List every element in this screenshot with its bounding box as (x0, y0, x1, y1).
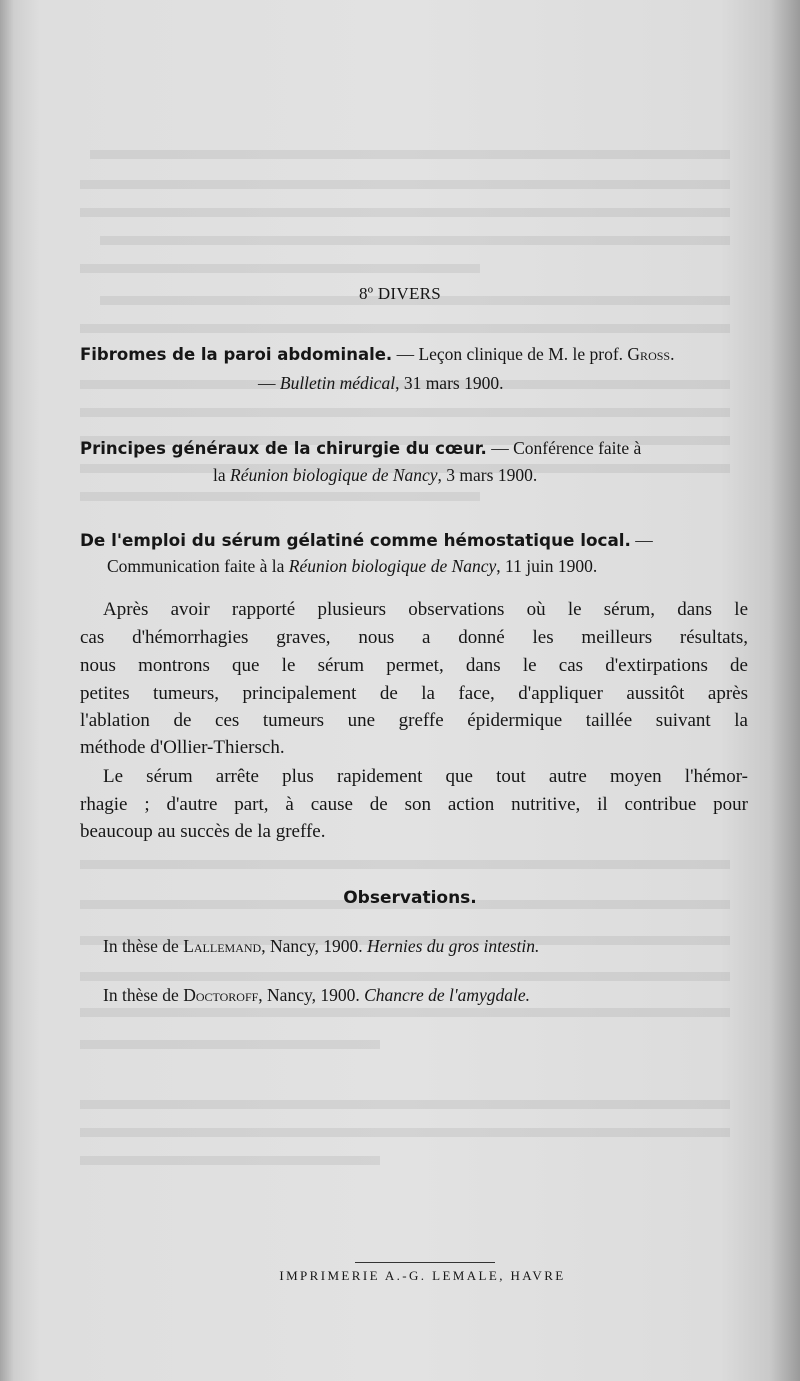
entry-1-date: , 31 mars 1900. (395, 373, 504, 393)
paragraph-2-line-3: beaucoup au succès de la greffe. (80, 821, 326, 842)
entry-3-line-1 (80, 530, 653, 551)
entry-1-description: — Leçon clinique de M. le prof. (392, 344, 628, 364)
entry-2-title: Principes généraux de la chirurgie du cœur. (80, 439, 487, 458)
paragraph-1-line-2: cas d'hémorrhagies graves, nous a donné les meilleurs résultats, (80, 627, 748, 648)
entry-1-title: Fibromes de la paroi abdominale. (80, 345, 393, 364)
entry-1-line-1 (80, 344, 674, 365)
entry-2-date: , 3 mars 1900. (437, 465, 538, 485)
entry-3-date: , 11 juin 1900. (496, 556, 598, 576)
entry-2-line-2 (213, 465, 537, 486)
observation-1-prefix: In thèse de (103, 936, 184, 956)
entry-3-prefix: Communication faite à la (107, 556, 289, 576)
entry-3-journal: Réunion biologique de Nancy (288, 556, 497, 576)
entry-1-dash: — (258, 373, 280, 393)
paragraph-1-line-1: Après avoir rapporté plusieurs observations où le sérum, dans le (103, 599, 748, 620)
footer-rule (355, 1262, 495, 1263)
entry-3-title: De l'emploi du sérum gélatiné comme hémostatique local. (80, 530, 631, 550)
paragraph-2-line-1: Le sérum arrête plus rapidement que tout autre moyen l'hémor- (103, 766, 748, 787)
observations-title: Observations. (343, 888, 477, 908)
entry-2-journal: Réunion biologique de Nancy (230, 465, 438, 485)
observation-2-subject: Chancre de l'amygdale. (364, 985, 530, 1005)
observation-2-prefix: In thèse de (103, 985, 184, 1005)
entry-3-description: — (630, 530, 653, 550)
paragraph-1-line-3: nous montrons que le sérum permet, dans le cas d'extirpations de (80, 655, 748, 676)
observation-2 (103, 985, 530, 1006)
paragraph-2-line-2: rhagie ; d'autre part, à cause de son action nutritive, il contribue pour (80, 794, 748, 815)
entry-1-journal: Bulletin médical (279, 373, 396, 393)
entry-2-description: — Conférence faite à (486, 438, 642, 458)
observation-1 (103, 936, 539, 957)
entry-1-author: Gross. (627, 344, 675, 364)
entry-2-prefix: la (213, 465, 231, 485)
section-heading: 8º DIVERS (358, 284, 442, 303)
printer-imprint: IMPRIMERIE A.-G. LEMALE, HAVRE (279, 1268, 566, 1283)
observation-1-place-date: , Nancy, 1900. (261, 936, 367, 956)
paragraph-1-line-5: l'ablation de ces tumeurs une greffe épidermique taillée suivant la (80, 710, 748, 731)
paragraph-1-line-4: petites tumeurs, principalement de la face, d'appliquer aussitôt après (80, 683, 748, 704)
observation-2-author: Doctoroff (183, 985, 259, 1005)
entry-3-line-2 (107, 556, 597, 577)
paragraph-1-line-6: méthode d'Ollier-Thiersch. (80, 737, 285, 758)
observation-1-subject: Hernies du gros intestin. (367, 936, 540, 956)
entry-1-line-2 (258, 373, 503, 394)
observation-2-place-date: , Nancy, 1900. (258, 985, 365, 1005)
entry-2-line-1 (80, 438, 641, 459)
observation-1-author: Lallemand (183, 936, 262, 956)
